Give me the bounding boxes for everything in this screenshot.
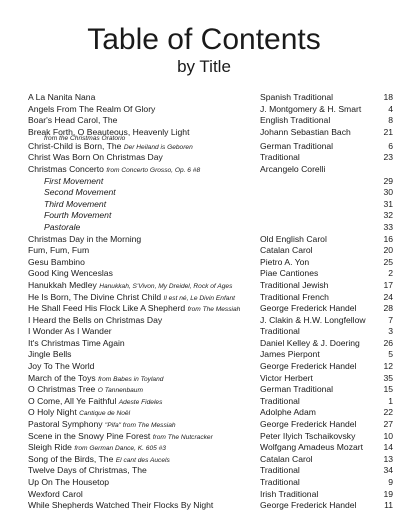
entry-title (44, 176, 103, 188)
entry-title (28, 465, 147, 477)
entry-title-text: I Wonder As I Wander (28, 326, 112, 337)
entry-title (28, 349, 71, 361)
toc-entry (0, 268, 408, 280)
entry-composer: George Frederick Handel (260, 419, 357, 430)
toc-subentry (0, 210, 408, 222)
entry-note: from The Messiah (187, 306, 241, 314)
toc-entry (0, 454, 408, 466)
toc-entry (0, 280, 408, 292)
entry-title-text: Sleigh Ride (28, 442, 72, 453)
entry-composer: Peter Ilyich Tschaikovsky (260, 430, 356, 441)
entry-title-text: Pastorale (44, 221, 81, 232)
entry-composer: German Traditional (260, 140, 334, 151)
entry-composer: Irish Traditional (260, 488, 319, 499)
entry-composer: Adolphe Adam (260, 407, 316, 418)
toc-subentry (0, 176, 408, 188)
entry-title-text: Up On The Housetop (28, 477, 110, 487)
entry-title (44, 199, 106, 211)
entry-title-text: O Holy Night (28, 407, 77, 418)
toc-entry (0, 152, 408, 164)
entry-note: from Babes in Toyland (98, 375, 164, 383)
entry-page-number: 34 (383, 465, 393, 476)
entry-page-number: 16 (383, 233, 393, 244)
entry-title-text: Angels From The Realm Of Glory (28, 103, 156, 114)
entry-title-text: Second Movement (44, 187, 116, 198)
toc-entry (0, 419, 408, 431)
entry-composer: German Traditional (260, 384, 334, 395)
toc-entry (0, 465, 408, 477)
entry-page-number: 30 (383, 187, 393, 198)
entry-page-number: 6 (388, 140, 393, 151)
entry-composer: Pietro A. Yon (260, 256, 310, 267)
entry-composer: George Frederick Handel (260, 361, 357, 372)
entry-title (28, 326, 112, 338)
entry-note: O Tannenbaum (97, 387, 143, 395)
entry-title (28, 245, 89, 257)
entry-composer: Old English Carol (260, 233, 327, 244)
entry-page-number: 21 (383, 126, 393, 137)
toc-entry (0, 373, 408, 385)
toc-subentry (0, 199, 408, 211)
entry-title-text: March of the Toys (28, 372, 96, 383)
toc-entry (0, 234, 408, 246)
toc-entry (0, 245, 408, 257)
entry-title-text: Third Movement (44, 198, 107, 209)
entry-title (44, 210, 111, 222)
entry-title (28, 477, 109, 489)
entry-title-text: First Movement (44, 175, 104, 186)
entry-title-text: Song of the Birds, The (28, 453, 114, 464)
toc-entry (0, 489, 408, 501)
entry-note: El cant des Aucels (115, 456, 170, 464)
entry-page-number: 33 (383, 221, 393, 232)
entry-composer: James Pierpont (260, 349, 320, 360)
entry-title-text: Twelve Days of Christmas, The (28, 465, 147, 476)
entry-page-number: 15 (383, 384, 393, 395)
entry-page-number: 2 (388, 268, 393, 279)
toc-entry (0, 115, 408, 127)
toc-subentry (0, 222, 408, 234)
toc-entry (0, 384, 408, 396)
entry-title-text: Fourth Movement (44, 210, 112, 221)
entry-note: "Pifa" from The Messiah (104, 422, 176, 430)
entry-note: Cantique de Noël (79, 410, 131, 418)
entry-title-text: O Come, All Ye Faithful (28, 395, 117, 406)
entry-page-number: 12 (383, 361, 393, 372)
entry-page-number: 31 (383, 198, 393, 209)
entry-page-number: 25 (383, 256, 393, 267)
entry-title (28, 92, 95, 104)
entry-note: from the Christmas Oratorio (44, 134, 126, 142)
entry-composer: Traditional Jewish (260, 279, 329, 290)
toc-entry (0, 92, 408, 104)
entry-title-text: Christmas Day in the Morning (28, 233, 142, 244)
entry-page-number: 26 (383, 337, 393, 348)
entry-title (28, 152, 163, 164)
entry-composer: Traditional (260, 326, 300, 337)
entry-composer: Catalan Carol (260, 245, 313, 256)
entry-page-number: 7 (388, 314, 393, 325)
entry-page-number: 35 (383, 372, 393, 383)
entry-page-number: 11 (384, 500, 393, 511)
toc-subentry (0, 187, 408, 199)
entry-composer: Daniel Kelley & J. Doering (260, 337, 360, 348)
entry-composer: George Frederick Handel (260, 500, 357, 511)
entry-composer: Victor Herbert (260, 372, 313, 383)
entry-title (28, 361, 94, 373)
entry-note: from Concerto Grosso, Op. 6 #8 (106, 166, 201, 174)
toc-list (0, 92, 408, 512)
entry-page-number: 14 (383, 442, 393, 453)
entry-title-text: It's Christmas Time Again (28, 337, 125, 348)
entry-title-text: A La Nanita Nana (28, 92, 96, 102)
entry-composer: Catalan Carol (260, 453, 313, 464)
entry-page-number: 24 (383, 291, 393, 302)
toc-entry (0, 315, 408, 327)
entry-composer: Wolfgang Amadeus Mozart (260, 442, 364, 453)
entry-page-number: 23 (383, 152, 393, 163)
entry-page-number: 13 (383, 453, 393, 464)
toc-entry (0, 477, 408, 489)
entry-title-text: O Christmas Tree (28, 384, 96, 395)
entry-title (28, 257, 85, 269)
entry-page-number: 19 (383, 488, 393, 499)
entry-title-text: He Shall Feed His Flock Like A Shepherd (28, 303, 186, 314)
entry-page-number: 29 (383, 175, 393, 186)
toc-entry (0, 164, 408, 176)
entry-page-number: 1 (388, 395, 393, 406)
toc-entry (0, 338, 408, 350)
toc-entry (0, 396, 408, 408)
entry-composer: Arcangelo Corelli (260, 163, 326, 174)
toc-entry (0, 303, 408, 315)
toc-entry (0, 292, 408, 304)
entry-composer: George Frederick Handel (260, 303, 357, 314)
entry-title (28, 115, 117, 127)
entry-composer: Johann Sebastian Bach (260, 126, 351, 137)
entry-note: Der Heiland is Geboren (123, 143, 193, 151)
entry-title-text: Christmas Concerto (28, 163, 104, 174)
toc-entry (0, 326, 408, 338)
entry-title (28, 500, 213, 512)
entry-note: Il est né, Le Divin Enfant (163, 294, 235, 302)
entry-page-number: 28 (383, 303, 393, 314)
entry-title-text: Wexford Carol (28, 488, 83, 499)
entry-page-number: 32 (383, 210, 393, 221)
entry-title (28, 338, 125, 350)
entry-title (28, 268, 113, 280)
entry-title-text: I Heard the Bells on Christmas Day (28, 314, 163, 325)
entry-title (28, 315, 162, 327)
entry-composer: J. Clakin & H.W. Longfellow (260, 314, 366, 325)
toc-entry (0, 349, 408, 361)
toc-entry (0, 407, 408, 419)
toc-entry (0, 361, 408, 373)
entry-page-number: 4 (388, 103, 393, 114)
entry-page-number: 5 (388, 349, 393, 360)
entry-title-text: Gesu Bambino (28, 256, 85, 267)
entry-title-text: Pastoral Symphony (28, 419, 103, 430)
toc-entry (0, 141, 408, 153)
entry-page-number: 17 (383, 279, 393, 290)
toc-entry (0, 127, 408, 141)
toc-entry (0, 257, 408, 269)
entry-page-number: 10 (383, 430, 393, 441)
entry-title-text: Hanukkah Medley (28, 279, 97, 290)
entry-note: Hanukkah, S'Vivon, My Dreidel, Rock of Ages (99, 282, 233, 290)
page-subtitle: by Title (177, 57, 231, 76)
entry-composer: J. Montgomery & H. Smart (260, 103, 362, 114)
entry-title-text: Fum, Fum, Fum (28, 245, 90, 256)
entry-composer: Traditional (260, 465, 300, 476)
entry-composer: Spanish Traditional (260, 92, 334, 102)
toc-entry (0, 500, 408, 512)
entry-composer: Traditional (260, 152, 300, 163)
entry-page-number: 20 (383, 245, 393, 256)
toc-entry (0, 442, 408, 454)
toc-entry (0, 431, 408, 443)
entry-title (28, 126, 190, 142)
entry-note: from German Dance, K. 605 #3 (74, 445, 166, 453)
entry-composer: English Traditional (260, 115, 331, 126)
entry-title (28, 104, 155, 116)
entry-note: Adeste Fideles (118, 398, 163, 406)
entry-title-text: Jingle Bells (28, 349, 72, 360)
entry-title-text: Boar's Head Carol, The (28, 115, 118, 126)
entry-page-number: 9 (388, 477, 393, 487)
entry-composer: Traditional (260, 395, 300, 406)
entry-title (28, 234, 141, 246)
entry-page-number: 27 (383, 419, 393, 430)
entry-page-number: 3 (388, 326, 393, 337)
entry-title-text: Scene in the Snowy Pine Forest (28, 430, 151, 441)
entry-note: from The Nutcracker (152, 433, 213, 441)
entry-title-text: Good King Wenceslas (28, 268, 113, 279)
entry-composer: Traditional (260, 477, 300, 487)
entry-title (28, 489, 83, 501)
entry-page-number: 22 (383, 407, 393, 418)
entry-title-text: Christ Was Born On Christmas Day (28, 152, 163, 163)
entry-page-number: 8 (388, 115, 393, 126)
entry-title (44, 187, 116, 199)
entry-title-text: Break Forth, O Beauteous, Heavenly Light (28, 126, 190, 137)
entry-title-text: He Is Born, The Divine Christ Child (28, 291, 162, 302)
entry-title-text: Joy To The World (28, 361, 95, 372)
entry-title (44, 222, 80, 234)
toc-entry (0, 104, 408, 116)
entry-title-text: While Shepherds Watched Their Flocks By Night (28, 500, 214, 511)
entry-composer: Piae Cantiones (260, 268, 319, 279)
entry-composer: Traditional French (260, 291, 329, 302)
entry-page-number: 18 (383, 92, 393, 102)
entry-title-text: Christ-Child is Born, The (28, 140, 122, 151)
page-title: Table of Contents (87, 23, 321, 56)
